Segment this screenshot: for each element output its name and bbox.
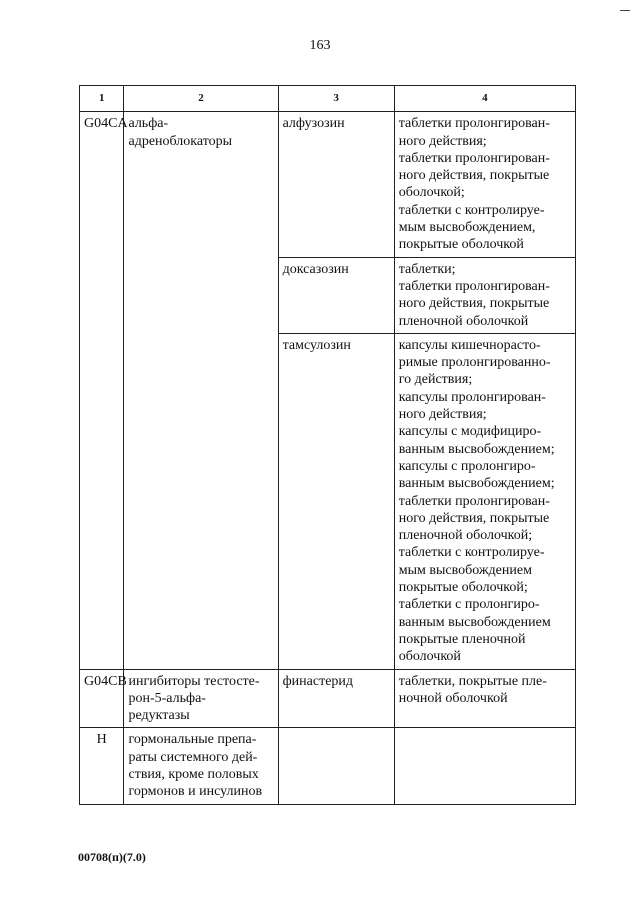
dosage-forms: таблетки; таблетки пролонгирован- ного действия, покрытые пленочной оболочкой <box>394 257 575 333</box>
atc-code: G04CB <box>80 669 124 728</box>
dosage-forms: таблетки, покрытые пле- ночной оболочкой <box>394 669 575 728</box>
drug-table <box>79 85 576 805</box>
scan-mark <box>620 10 630 11</box>
table-row <box>80 669 576 728</box>
table-row <box>80 728 576 804</box>
column-header: 2 <box>124 86 278 112</box>
document-code: 00708(п)(7.0) <box>78 850 146 864</box>
group-name: альфа- адреноблокаторы <box>124 112 278 669</box>
drug-name <box>278 728 394 804</box>
dosage-forms: таблетки пролонгирован- ного действия; таблетки пролонгирован- ного действия, покрытые оболочкой; таблетки с контролируе- мым высвобождением, покрытые оболочкой <box>394 112 575 257</box>
dosage-forms: капсулы кишечнорасто- римые пролонгированно- го действия; капсулы пролонгирован- ного действия; капсулы с модифициро- ванным высвобождением; капсулы с пролонгиро- ванным высвобождением; таблетки пролонгирован- ного действия, покрытые пленочной оболочкой; таблетки с контролируе- мым высвобождением покрытые оболочкой; таблетки с пролонгиро- ванным высвобождением покрытые пленочной оболочкой <box>394 333 575 669</box>
drug-name: финастерид <box>278 669 394 728</box>
atc-code: H <box>80 728 124 804</box>
drug-name: доксазозин <box>278 257 394 333</box>
drug-name: тамсулозин <box>278 333 394 669</box>
column-header: 4 <box>394 86 575 112</box>
column-header: 3 <box>278 86 394 112</box>
drug-name: алфузозин <box>278 112 394 257</box>
dosage-forms <box>394 728 575 804</box>
column-header: 1 <box>80 86 124 112</box>
page-number: 163 <box>309 38 331 53</box>
table-row <box>80 112 576 257</box>
group-name: ингибиторы тестосте- рон-5-альфа- редуктазы <box>124 669 278 728</box>
group-name: гормональные препа- раты системного дей- ствия, кроме половых гормонов и инсулинов <box>124 728 278 804</box>
atc-code: G04CA <box>80 112 124 669</box>
table-header-row <box>80 86 576 112</box>
